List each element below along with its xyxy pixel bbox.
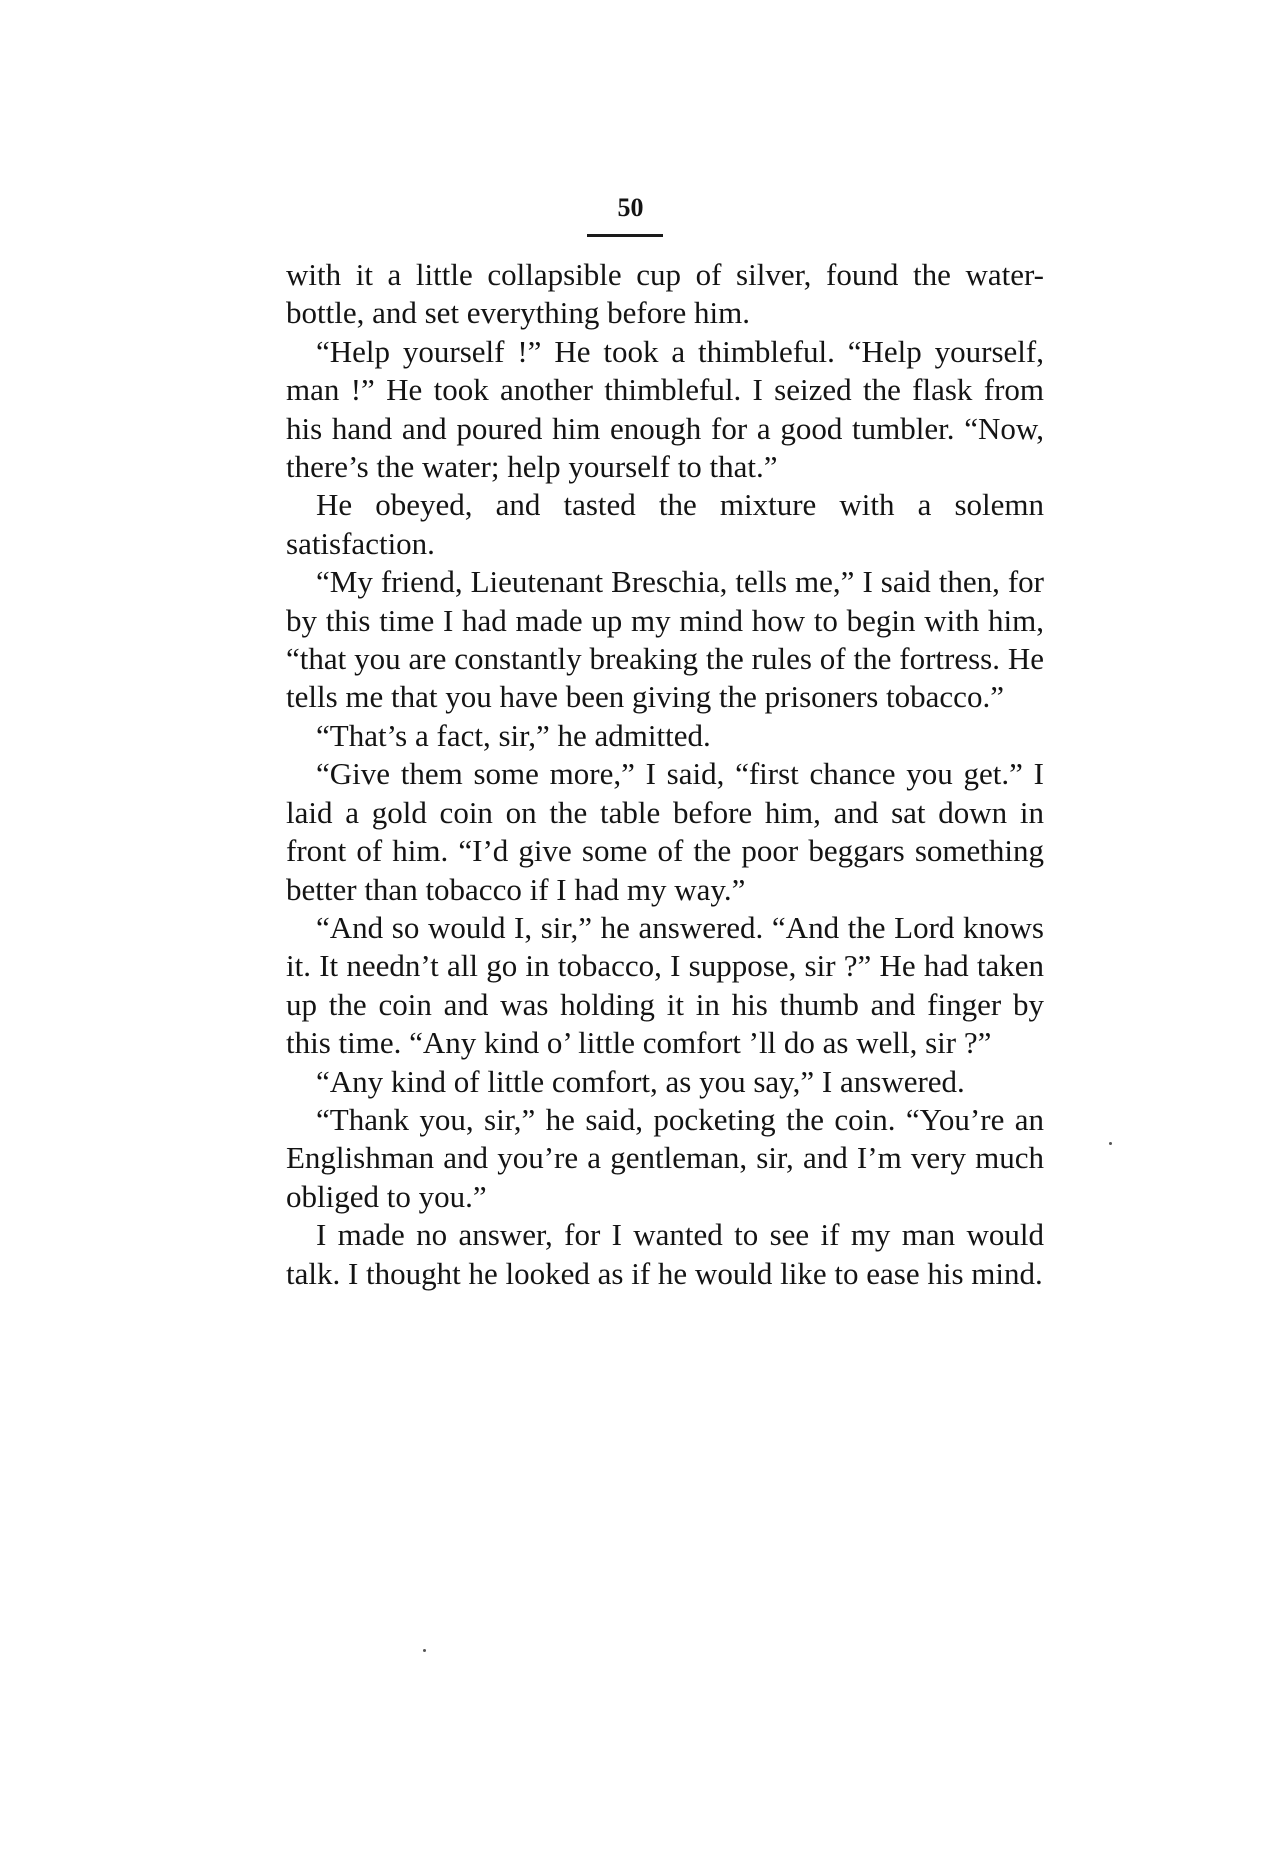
- paragraph: “And so would I, sir,” he answered. “And the Lord knows it. It needn’t all go in tobacco, I suppose, sir ?” He had taken up the coin and was holding it in his thumb and finger by this time. “Any kind o’ little comfort ’ll do as well, sir ?”: [286, 909, 1044, 1061]
- paragraph: I made no answer, for I wanted to see if my man would talk. I thought he looked as if he would like to ease his mind.: [286, 1217, 1044, 1291]
- paragraph: “Help yourself !” He took a thimbleful. “Help yourself, man !” He took another thimbleful. I seized the flask from his hand and poured him enough for a good tumbler. “Now, there’s the water; help yourself to that.”: [286, 333, 1044, 485]
- paragraph: “Any kind of little comfort, as you say,” I answered.: [316, 1063, 965, 1099]
- page-number-rule: [587, 234, 663, 237]
- body-text: [286, 256, 1044, 1293]
- paragraph: “Thank you, sir,” he said, pocketing the coin. “You’re an Englishman and you’re a gentleman, sir, and I’m very much obliged to you.”: [286, 1101, 1044, 1214]
- paragraph: He obeyed, and tasted the mixture with a solemn satisfaction.: [286, 487, 1044, 561]
- page-number: 50: [617, 193, 644, 222]
- paper-speck: [1109, 1142, 1112, 1145]
- paragraph: with it a little collapsible cup of silver, found the water-bottle, and set everything before him.: [286, 257, 1044, 331]
- paragraph: “My friend, Lieutenant Breschia, tells me,” I said then, for by this time I had made up my mind how to begin with him, “that you are constantly breaking the rules of the fortress. He tells me that you have been giving the prisoners tobacco.”: [286, 564, 1044, 715]
- paper-speck: [423, 1649, 426, 1652]
- paragraph: “Give them some more,” I said, “first chance you get.” I laid a gold coin on the table before him, and sat down in front of him. “I’d give some of the poor beggars something better than tobacco if I had my way.”: [286, 756, 1044, 907]
- paragraph: “That’s a fact, sir,” he admitted.: [316, 717, 711, 753]
